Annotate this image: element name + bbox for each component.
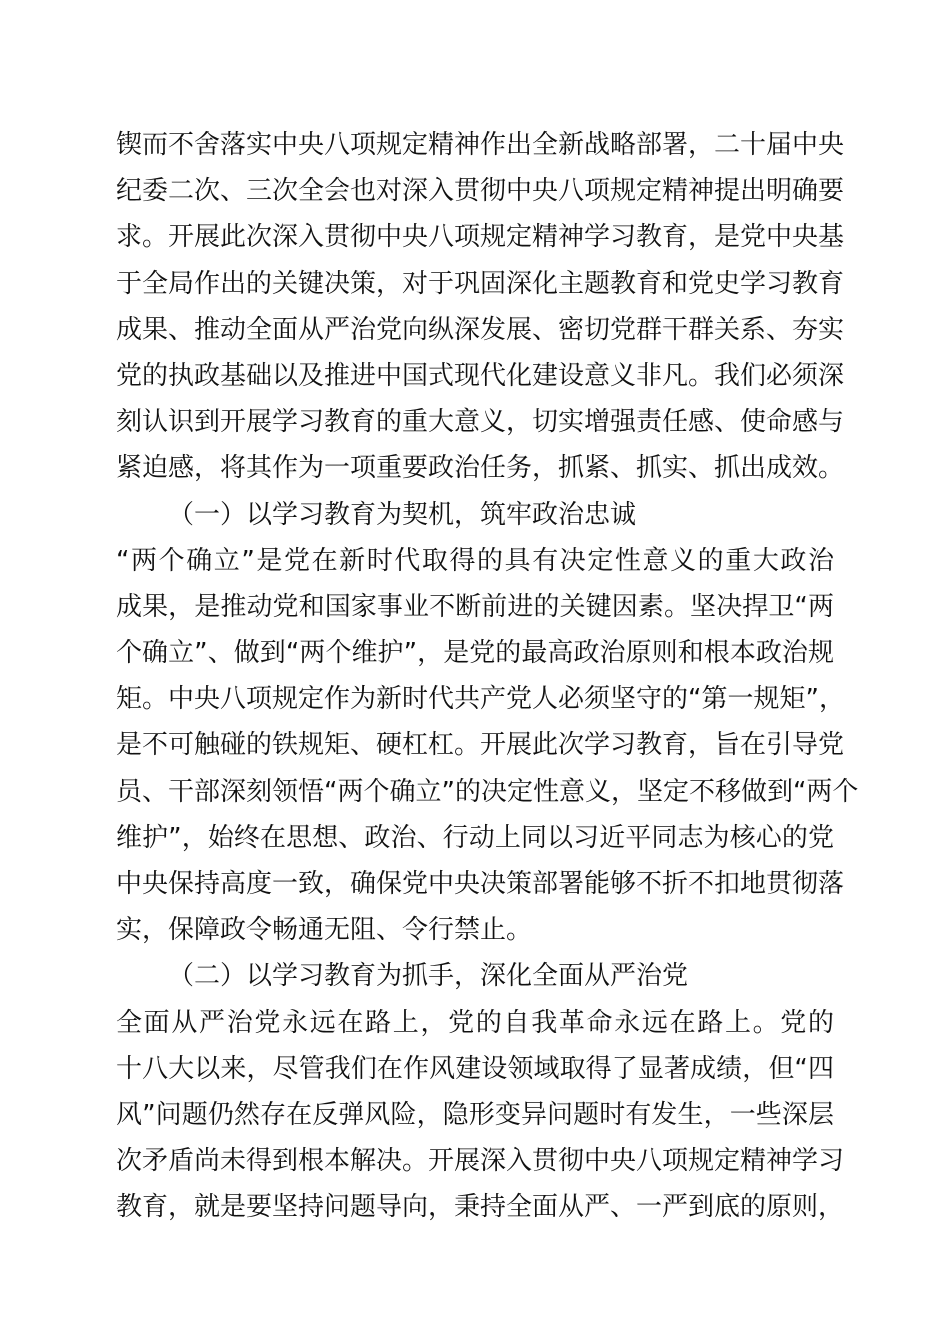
text-line: 于全局作出的关键决策，对于巩固深化主题教育和党史学习教育	[116, 268, 845, 299]
text-line: 维护”，始终在思想、政治、行动上同以习近平同志为核心的党	[116, 822, 834, 853]
text-line: 十八大以来，尽管我们在作风建设领域取得了显著成绩，但“四	[116, 1053, 834, 1084]
text-line: 实，保障政令畅通无阻、令行禁止。	[116, 915, 533, 946]
section-heading: （一）以学习教育为契机，筑牢政治忠诚	[168, 499, 637, 530]
text-line: 教育，就是要坚持问题导向，秉持全面从严、一严到底的原则，	[116, 1192, 845, 1223]
text-line: 中央保持高度一致，确保党中央决策部署能够不折不扣地贯彻落	[116, 869, 845, 899]
text-line: 党的执政基础以及推进中国式现代化建设意义非凡。我们必须深	[116, 360, 845, 391]
text-line: “两个确立”是党在新时代取得的具有决定性意义的重大政治	[116, 545, 834, 576]
text-line: 锲而不舍落实中央八项规定精神作出全新战略部署，二十届中央	[116, 130, 845, 160]
section-heading: （二）以学习教育为抓手，深化全面从严治党	[168, 961, 689, 992]
text-line: 员、干部深刻领悟“两个确立”的决定性意义，坚定不移做到“两个	[116, 776, 859, 807]
text-line: 风”问题仍然存在反弹风险，隐形变异问题时有发生，一些深层	[116, 1099, 834, 1130]
text-line: 成果、推动全面从严治党向纵深发展、密切党群干群关系、夯实	[116, 314, 845, 345]
text-line: 次矛盾尚未得到根本解决。开展深入贯彻中央八项规定精神学习	[116, 1146, 845, 1177]
text-line: 矩。中央八项规定作为新时代共产党人必须坚守的“第一规矩”，	[116, 684, 845, 715]
text-line: 紧迫感，将其作为一项重要政治任务，抓紧、抓实、抓出成效。	[116, 453, 845, 484]
text-line: 求。开展此次深入贯彻中央八项规定精神学习教育，是党中央基	[116, 222, 845, 253]
text-line: 成果，是推动党和国家事业不断前进的关键因素。坚决捍卫“两	[116, 591, 834, 622]
document-body	[116, 122, 859, 1231]
text-line: 个确立”、做到“两个维护”，是党的最高政治原则和根本政治规	[116, 638, 834, 669]
text-line: 全面从严治党永远在路上，党的自我革命永远在路上。党的	[116, 1007, 834, 1038]
text-line: 是不可触碰的铁规矩、硬杠杠。开展此次学习教育，旨在引导党	[116, 730, 845, 761]
text-line: 刻认识到开展学习教育的重大意义，切实增强责任感、使命感与	[116, 407, 845, 438]
text-line: 纪委二次、三次全会也对深入贯彻中央八项规定精神提出明确要	[116, 176, 845, 207]
